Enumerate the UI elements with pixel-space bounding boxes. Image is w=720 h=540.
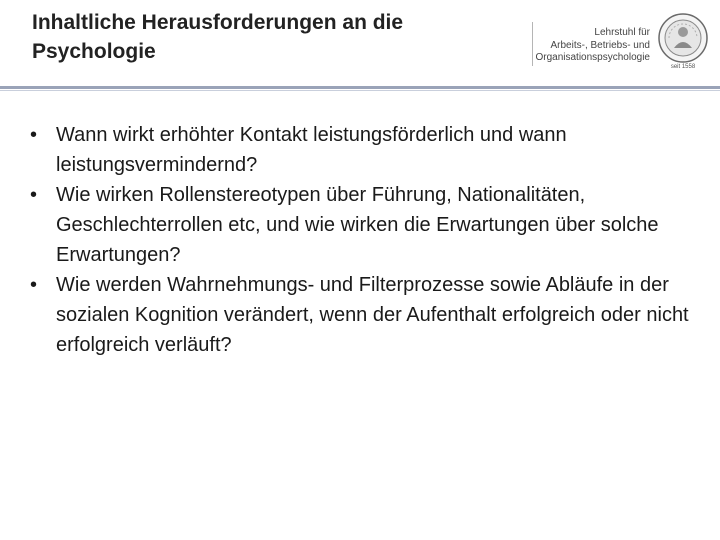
bullet-item (30, 120, 690, 180)
bullet-dot-icon: • (30, 124, 38, 146)
bullet-text: Wann wirkt erhöhter Kontakt leistungsförderlich und wann leistungsvermindernd? (56, 124, 567, 176)
bullet-dot-icon: • (30, 184, 38, 206)
bullet-dot-icon: • (30, 274, 38, 296)
logo-line-1: Lehrstuhl für (594, 27, 650, 38)
seal-caption: seit 1558 (670, 64, 696, 70)
slide-title-line-2: Psychologie (32, 40, 156, 63)
header-rule (0, 86, 720, 89)
slide-title-line-1: Inhaltliche Herausforderungen an die (32, 11, 404, 34)
bullet-item (30, 270, 690, 360)
bullet-list (30, 120, 690, 360)
bullet-item (30, 180, 690, 270)
bullet-text: Wie wirken Rollenstereotypen über Führung, Nationalitäten, Geschlechterrollen etc, und wie wirken die Erwartungen über solche Erwartungen? (56, 184, 659, 266)
header-rule-thin (0, 90, 720, 91)
bullet-text: Wie werden Wahrnehmungs- und Filterprozesse sowie Abläufe in der sozialen Kognition verändert, wenn der Aufenthalt erfolgreich oder nicht erfolgreich verläuft? (56, 274, 689, 356)
chair-logo-text (490, 27, 650, 65)
logo-line-2: Arbeits-, Betriebs- und (550, 39, 650, 51)
slide-title (32, 8, 512, 66)
logo-line-3: Organisationspsychologie (535, 52, 650, 63)
